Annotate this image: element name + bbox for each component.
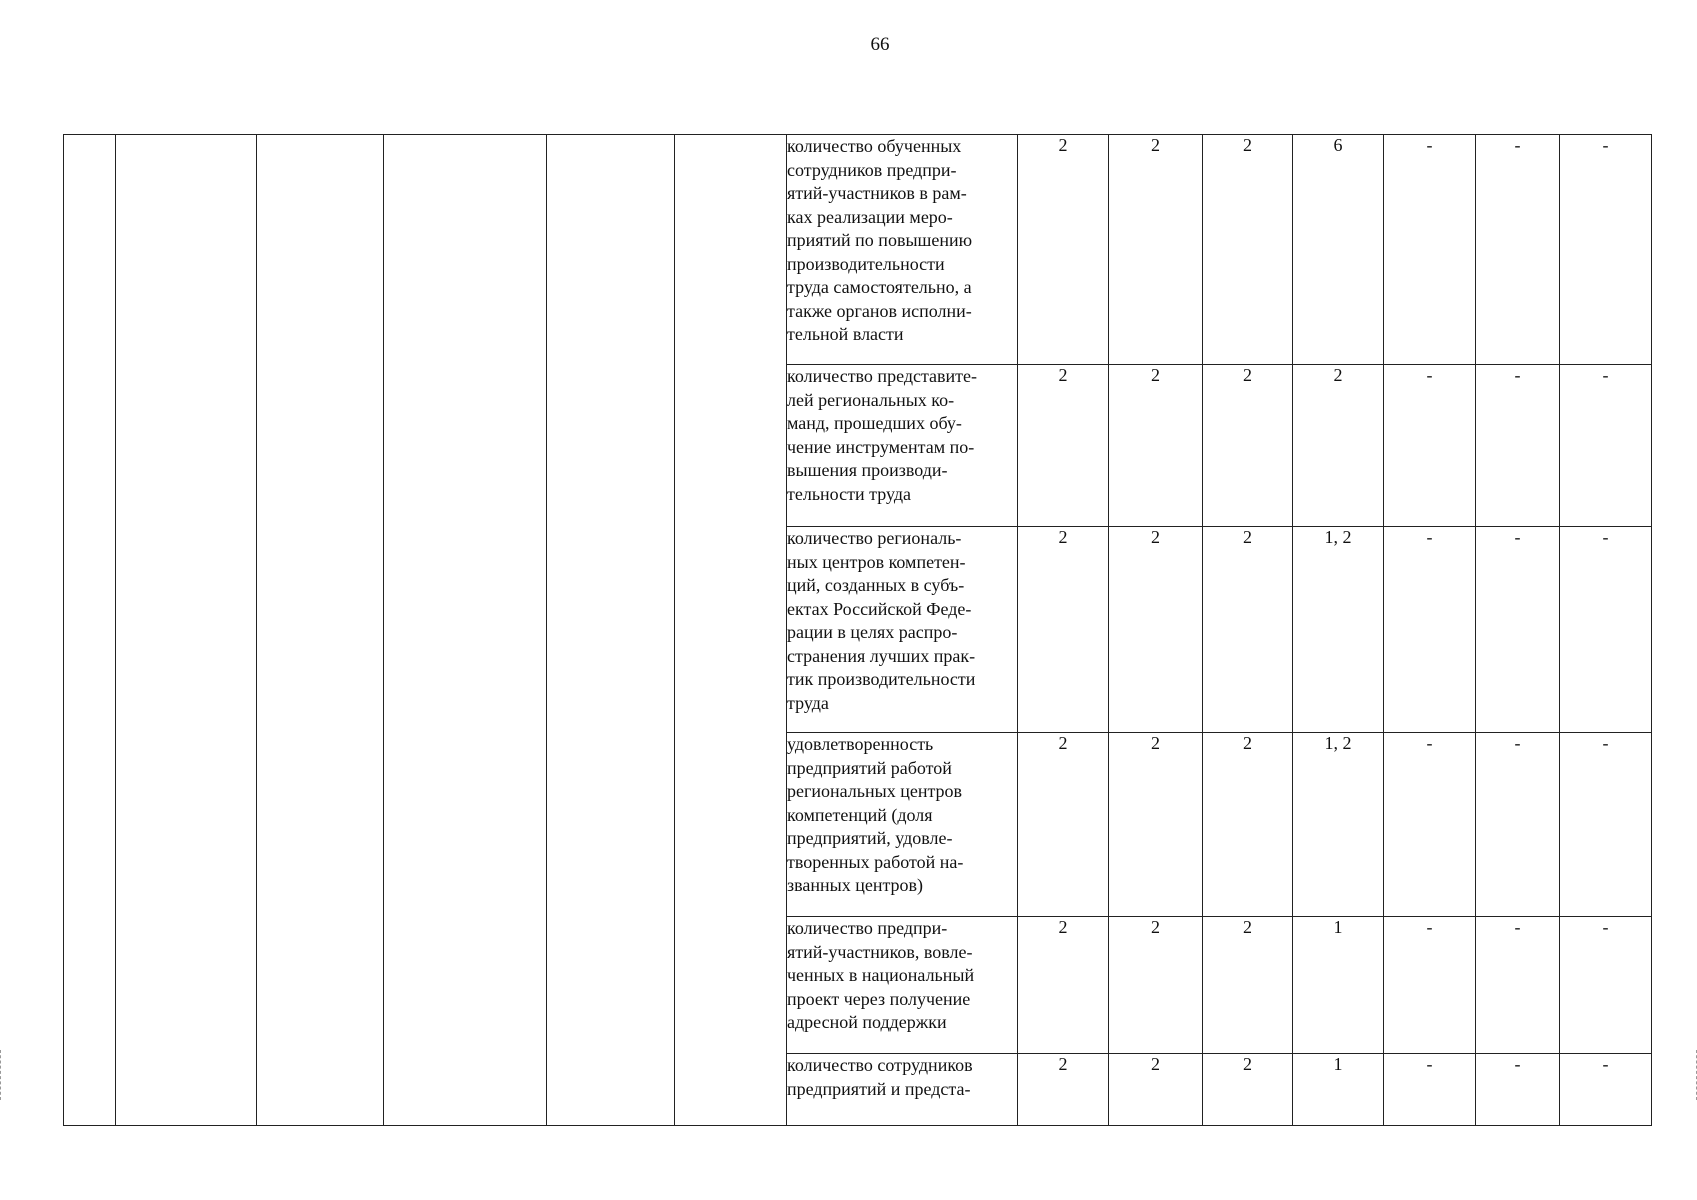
empty-column-cell bbox=[675, 135, 787, 1126]
value-cell: 2 bbox=[1203, 733, 1293, 917]
description-line: ных центров компетен- bbox=[787, 551, 966, 572]
description-line: количество сотрудников bbox=[787, 1055, 973, 1075]
value-cell: 2 bbox=[1109, 365, 1203, 527]
value-cell: 2 bbox=[1109, 1054, 1203, 1126]
indicator-description bbox=[787, 135, 1018, 365]
value-cell: 2 bbox=[1018, 527, 1109, 733]
description-line: ектах Российской Феде- bbox=[787, 598, 972, 619]
indicator-table bbox=[63, 134, 1652, 1126]
description-line: удовлетворенность bbox=[787, 734, 934, 754]
description-line: тельности труда bbox=[787, 483, 911, 504]
description-line: труда самостоятельно, а bbox=[787, 277, 972, 297]
description-line: компетенций (доля bbox=[787, 804, 933, 825]
description-line: манд, прошедших обу- bbox=[787, 413, 962, 433]
description-line: адресной поддержки bbox=[787, 1012, 947, 1032]
description-line: проект через получение bbox=[787, 988, 971, 1009]
page-number: 66 bbox=[870, 34, 890, 55]
value-cell: - bbox=[1476, 733, 1560, 917]
value-cell: - bbox=[1476, 527, 1560, 733]
description-line: количество региональ- bbox=[787, 528, 962, 548]
value-cell: 2 bbox=[1018, 917, 1109, 1054]
value-cell: 6 bbox=[1293, 135, 1384, 365]
description-line: производительности bbox=[787, 253, 945, 274]
value-cell: - bbox=[1560, 1054, 1652, 1126]
description-line: ций, созданных в субъ- bbox=[787, 575, 965, 595]
indicator-description bbox=[787, 527, 1018, 733]
description-line: региональных центров bbox=[787, 781, 963, 801]
value-cell: - bbox=[1476, 1054, 1560, 1126]
value-cell: 2 bbox=[1203, 1054, 1293, 1126]
value-cell: - bbox=[1384, 917, 1476, 1054]
value-cell: - bbox=[1560, 365, 1652, 527]
empty-column-cell bbox=[116, 135, 257, 1126]
description-line: лей региональных ко- bbox=[787, 389, 955, 410]
value-cell: - bbox=[1560, 135, 1652, 365]
value-cell: - bbox=[1476, 135, 1560, 365]
scan-edge-mark bbox=[1693, 1050, 1697, 1100]
value-cell: 1, 2 bbox=[1293, 733, 1384, 917]
value-cell: - bbox=[1384, 1054, 1476, 1126]
value-cell: - bbox=[1560, 733, 1652, 917]
empty-column-cell bbox=[384, 135, 547, 1126]
description-line: ятий-участников, вовле- bbox=[787, 941, 973, 962]
description-line: ченных в национальный bbox=[787, 965, 975, 985]
description-line: количество представите- bbox=[787, 366, 978, 386]
description-line: званных центров) bbox=[787, 875, 924, 895]
description-line: сотрудников предпри- bbox=[787, 159, 957, 180]
description-line: творенных работой на- bbox=[787, 851, 964, 872]
value-cell: 2 bbox=[1109, 527, 1203, 733]
description-line: количество обученных bbox=[787, 136, 962, 156]
value-cell: - bbox=[1560, 527, 1652, 733]
table-row bbox=[64, 135, 1652, 365]
value-cell: - bbox=[1384, 527, 1476, 733]
value-cell: - bbox=[1560, 917, 1652, 1054]
value-cell: 1 bbox=[1293, 917, 1384, 1054]
value-cell: 1 bbox=[1293, 1054, 1384, 1126]
indicator-description bbox=[787, 365, 1018, 527]
scan-edge-mark bbox=[0, 1050, 4, 1100]
description-line: тельной власти bbox=[787, 324, 904, 344]
empty-column-cell bbox=[257, 135, 384, 1126]
value-cell: 2 bbox=[1018, 1054, 1109, 1126]
value-cell: 2 bbox=[1203, 917, 1293, 1054]
description-line: чение инструментам по- bbox=[787, 436, 975, 457]
description-line: также органов исполни- bbox=[787, 300, 972, 321]
description-line: тик производительности bbox=[787, 669, 976, 689]
value-cell: 2 bbox=[1018, 733, 1109, 917]
value-cell: - bbox=[1384, 733, 1476, 917]
value-cell: - bbox=[1384, 365, 1476, 527]
value-cell: 2 bbox=[1109, 135, 1203, 365]
description-line: рации в целях распро- bbox=[787, 622, 958, 642]
empty-column-cell bbox=[547, 135, 675, 1126]
value-cell: 2 bbox=[1293, 365, 1384, 527]
description-line: вышения производи- bbox=[787, 460, 948, 480]
value-cell: 2 bbox=[1203, 135, 1293, 365]
value-cell: 2 bbox=[1203, 527, 1293, 733]
indicator-description bbox=[787, 733, 1018, 917]
description-line: количество предпри- bbox=[787, 918, 948, 938]
value-cell: 2 bbox=[1018, 135, 1109, 365]
description-line: странения лучших прак- bbox=[787, 645, 976, 666]
value-cell: 2 bbox=[1109, 733, 1203, 917]
table-body bbox=[64, 135, 1652, 1126]
value-cell: 2 bbox=[1109, 917, 1203, 1054]
description-line: предприятий и предста- bbox=[787, 1078, 971, 1099]
value-cell: 2 bbox=[1018, 365, 1109, 527]
indicator-description bbox=[787, 1054, 1018, 1126]
value-cell: - bbox=[1476, 917, 1560, 1054]
value-cell: 2 bbox=[1203, 365, 1293, 527]
value-cell: 1, 2 bbox=[1293, 527, 1384, 733]
description-line: ятий-участников в рам- bbox=[787, 183, 967, 203]
description-line: ках реализации меро- bbox=[787, 206, 953, 227]
description-line: труда bbox=[787, 692, 829, 713]
value-cell: - bbox=[1476, 365, 1560, 527]
description-line: приятий по повышению bbox=[787, 230, 973, 250]
value-cell: - bbox=[1384, 135, 1476, 365]
indicator-description bbox=[787, 917, 1018, 1054]
description-line: предприятий, удовле- bbox=[787, 828, 953, 848]
description-line: предприятий работой bbox=[787, 757, 952, 778]
empty-column-cell bbox=[64, 135, 116, 1126]
